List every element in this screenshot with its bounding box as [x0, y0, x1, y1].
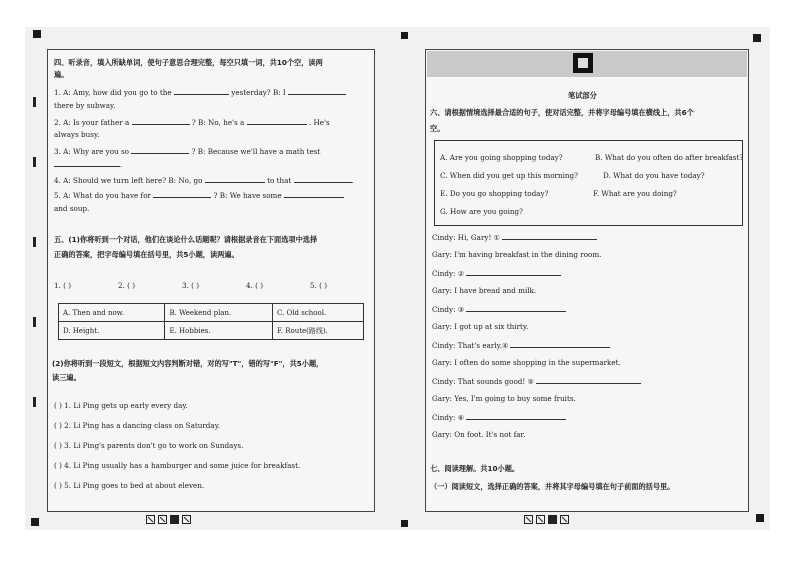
registration-mark-bottom-right — [756, 514, 764, 522]
dialogue-line — [432, 394, 576, 403]
dialogue-text: Gary: I got up at six thirty. — [432, 322, 529, 331]
timing-mark — [33, 157, 36, 167]
answer-bracket-5[interactable]: 5. ( ) — [310, 281, 328, 290]
dialogue-text: Cindy: That's early.④ — [432, 341, 509, 350]
question-2: 2. A: Is your father a ? B: No, he's a . He's — [54, 118, 330, 127]
dialogue-line — [432, 286, 536, 295]
answer-blank[interactable] — [247, 117, 307, 125]
dialogue-text: Cindy: ③ — [432, 305, 465, 314]
answer-blank[interactable] — [54, 159, 120, 167]
option-e: E. Do you go shopping today? — [440, 189, 549, 198]
footer-mark — [524, 515, 533, 524]
dialogue-text: Gary: Yes, I'm going to buy some fruits. — [432, 394, 576, 403]
footer-mark — [158, 515, 167, 524]
true-false-item[interactable]: ( ) 3. Li Ping's parents don't go to work on Sundays. — [54, 441, 244, 450]
dialogue-line — [432, 322, 528, 331]
question-1-cont: there by subway. — [54, 101, 116, 110]
answer-blank[interactable] — [288, 87, 346, 95]
section4-title: 四、听录音，填入所缺单词，使句子意思合理完整，每空只填一词，共10个空，读两 — [54, 58, 323, 67]
dialogue-text: Gary: On foot. It's not far. — [432, 430, 526, 439]
footer-mark — [146, 515, 155, 524]
option-a: A. Are you going shopping today? — [440, 153, 563, 162]
dialogue-text: Gary: I'm having breakfast in the dining room. — [432, 250, 602, 259]
option-d: D. Height. — [59, 322, 165, 340]
section5-part2-title: (2)你将听到一段短文，根据短文内容判断对错，对的写"T"，错的写"F"，共5小题， — [52, 359, 324, 368]
true-false-item[interactable]: ( ) 4. Li Ping usually has a hamburger and some juice for breakfast. — [54, 461, 301, 470]
option-e: E. Hobbies. — [165, 322, 273, 340]
dialogue-text: Cindy: ⑥ — [432, 413, 465, 422]
right-page-panel — [425, 49, 749, 512]
dialogue-line-with-blank — [432, 412, 566, 422]
dialogue-line — [432, 358, 621, 367]
footer-mark — [548, 515, 557, 524]
left-footer-marks — [146, 515, 194, 524]
option-d: D. What do you have today? — [603, 171, 705, 180]
question-5-cont: and soup. — [54, 204, 90, 213]
dialogue-line-with-blank — [432, 268, 561, 278]
option-g: G. How are you going? — [440, 207, 523, 216]
answer-blank[interactable] — [284, 190, 344, 198]
dialogue-line-with-blank — [432, 376, 641, 386]
footer-mark — [560, 515, 569, 524]
section6-title: 六、请根据情境选择最合适的句子，使对话完整，并将字母编号填在横线上，共6个 — [430, 108, 694, 117]
dialogue-line-with-blank — [432, 232, 597, 242]
dialogue-text: Gary: I have bread and milk. — [432, 286, 537, 295]
footer-mark — [170, 515, 179, 524]
timing-mark — [33, 317, 36, 327]
question-1: 1. A: Amy, how did you go to the yesterday? B: I — [54, 87, 346, 97]
written-section-header: 笔试部分 — [568, 91, 597, 100]
answer-blank[interactable] — [466, 304, 566, 312]
section7-subtitle: （一）阅读短文，选择正确的答案，并将其字母编号填在句子前面的括号里。 — [430, 482, 675, 491]
dialogue-text: Cindy: Hi, Gary! ① — [432, 233, 501, 242]
answer-bracket-4[interactable]: 4. ( ) — [246, 281, 264, 290]
question-4: 4. A: Should we turn left here? B: No, go to that . — [54, 176, 354, 185]
question-2-cont: always busy. — [54, 130, 100, 139]
question-3-cont: . — [54, 159, 122, 169]
option-c: C. Old school. — [273, 304, 364, 322]
option-f: F. What are you doing? — [593, 189, 677, 198]
footer-mark — [182, 515, 191, 524]
footer-mark — [536, 515, 545, 524]
dialogue-text: Gary: I often do some shopping in the supermarket. — [432, 358, 621, 367]
topic-options-table — [58, 303, 364, 340]
option-a: A. Then and now. — [59, 304, 165, 322]
answer-blank[interactable] — [132, 117, 190, 125]
registration-mark-mid-bottom — [401, 520, 408, 527]
option-f: F. Route(路线). — [273, 322, 364, 340]
dialogue-line-with-blank — [432, 340, 610, 350]
sentence-options-box — [434, 140, 743, 226]
timing-mark — [33, 97, 36, 107]
timing-mark — [33, 237, 36, 247]
section5-part2-title-cont: 读三遍。 — [52, 373, 81, 382]
answer-blank[interactable] — [205, 175, 265, 183]
section6-title-cont: 空。 — [430, 124, 445, 133]
answer-blank[interactable] — [153, 190, 211, 198]
true-false-item[interactable]: ( ) 1. Li Ping gets up early every day. — [54, 401, 188, 410]
option-b: B. What do you often do after breakfast? — [595, 153, 744, 162]
answer-bracket-3[interactable]: 3. ( ) — [182, 281, 200, 290]
timing-mark — [33, 397, 36, 407]
registration-mark-bottom-left — [31, 518, 39, 526]
section7-title: 七、阅读理解。共10小题。 — [430, 464, 520, 473]
true-false-item[interactable]: ( ) 5. Li Ping goes to bed at about eleven. — [54, 481, 205, 490]
option-c: C. When did you get up this morning? — [440, 171, 579, 180]
true-false-item[interactable]: ( ) 2. Li Ping has a dancing class on Saturday. — [54, 421, 221, 430]
right-footer-marks — [524, 515, 572, 524]
section5-title-cont: 正确的答案，把字母编号填在括号里，共5小题，读两遍。 — [54, 250, 239, 259]
question-5: 5. A: What do you have for ? B: We have some — [54, 190, 344, 200]
answer-blank[interactable] — [466, 268, 561, 276]
answer-bracket-1[interactable]: 1. ( ) — [54, 281, 72, 290]
question-3: 3. A: Why are you so ? B: Because we'll have a math test — [54, 147, 321, 156]
dialogue-text: Cindy: That sounds good! ⑤ — [432, 377, 534, 386]
answer-blank[interactable] — [294, 175, 352, 183]
section5-title: 五、(1)你将听到一个对话，他们在谈论什么话题呢？请根据录音在下面选项中选择 — [54, 235, 318, 244]
dialogue-line-with-blank — [432, 304, 566, 314]
header-square-mark — [573, 53, 593, 73]
answer-blank[interactable] — [510, 340, 610, 348]
answer-blank[interactable] — [536, 376, 641, 384]
answer-blank[interactable] — [174, 87, 229, 95]
registration-mark-mid-top — [401, 32, 408, 39]
left-page-panel — [47, 49, 375, 512]
answer-blank[interactable] — [502, 232, 597, 240]
answer-bracket-2[interactable]: 2. ( ) — [118, 281, 136, 290]
section4-title-cont: 遍。 — [54, 70, 69, 79]
option-b: B. Weekend plan. — [165, 304, 273, 322]
answer-blank[interactable] — [466, 412, 566, 420]
answer-blank[interactable] — [131, 146, 189, 154]
dialogue-line — [432, 250, 601, 259]
registration-mark-top-left — [33, 30, 41, 38]
registration-mark-top-right — [753, 34, 761, 42]
dialogue-line — [432, 430, 526, 439]
dialogue-text: Cindy: ② — [432, 269, 465, 278]
